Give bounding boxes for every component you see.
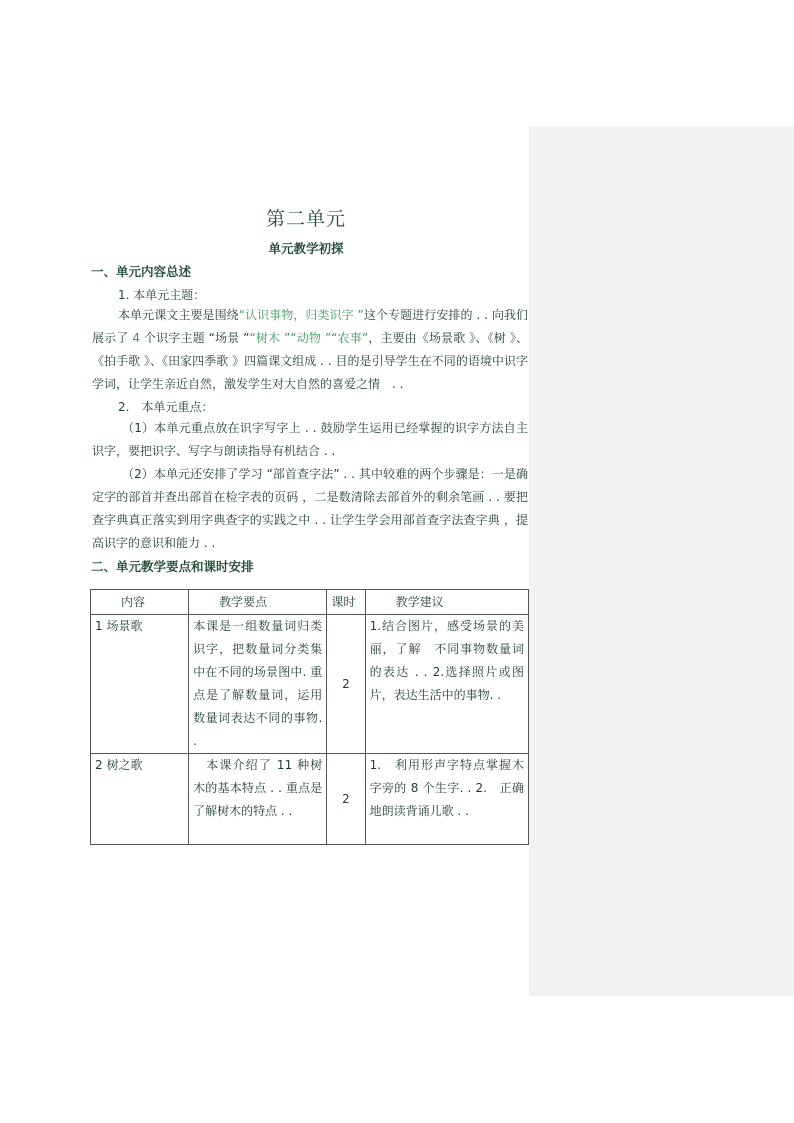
page-subtitle: 单元教学初探	[268, 241, 344, 256]
header-content: 内容	[91, 590, 189, 615]
header-points: 教学要点	[189, 590, 327, 615]
table-row	[91, 754, 529, 845]
row-hours: 2	[327, 754, 365, 845]
header-hours: 课时	[327, 590, 365, 615]
row-suggestions: 1.结合图片，感受场景的美丽，了解 不同事物数量词的表达 . . 2.选择照片或图片，表达生活中的事物. .	[365, 615, 528, 754]
row-suggestions: 1. 利用形声字特点掌握木字旁的 8 个生字. . 2. 正确地朗读背诵儿歌 . .	[365, 754, 528, 845]
header-suggestions: 教学建议	[365, 590, 528, 615]
row-points: 本课是一组数量词归类识字，把数量词分类集中在不同的场景图中. 重点是了解数量词，运用数量词表达不同的事物. .	[189, 615, 327, 754]
theme-paragraph: 本单元课文主要是围绕“认识事物，归类识字 ”这个专题进行安排的 . . 向我们展示了 4 个识字主题 “场景 ”“树木 ”“动物 ”“农事”，主要由《场景歌 》、《树 》、《拍手歌 》、《田家四季歌 》四篇课文组成 . . 目的是引导学生在不同的语境中识字学词，让学生亲近自然，激发学生对大自然的喜爱之情 . .	[92, 308, 528, 391]
page-title: 第二单元	[265, 208, 346, 230]
focus-paragraph-1: （1）本单元重点放在识字写字上 . . 鼓励学生运用已经掌握的识字方法自主识字，要把识字、写字与朗读指导有机结合 . .	[92, 421, 528, 458]
row-hours: 2	[327, 615, 365, 754]
section1-heading: 一、单元内容总述	[91, 264, 192, 279]
row-content: 2 树之歌	[91, 754, 189, 845]
row-points: 本课介绍了 11 种树木的基本特点 . . 重点是了解树木的特点 . .	[189, 754, 327, 845]
lesson-plan-table	[90, 589, 529, 845]
table-row	[91, 615, 529, 754]
focus-label: 2. 本单元重点：	[118, 400, 214, 414]
section2-heading: 二、单元教学要点和课时安排	[91, 559, 254, 574]
theme-label: 1. 本单元主题：	[118, 288, 206, 302]
row-content: 1 场景歌	[91, 615, 189, 754]
focus-paragraph-2: （2）本单元还安排了学习 “部首查字法” . . 其中较难的两个步骤是：一是确定字的部首并查出部首在检字表的页码 ，二是数清除去部首外的剩余笔画 . . 要把查字典真正落实到用字典查字的实践之中 . . 让学生学会用部首查字法查字典 ，提高识字的意识和能力 . .	[92, 467, 528, 550]
table-header-row	[91, 590, 529, 615]
